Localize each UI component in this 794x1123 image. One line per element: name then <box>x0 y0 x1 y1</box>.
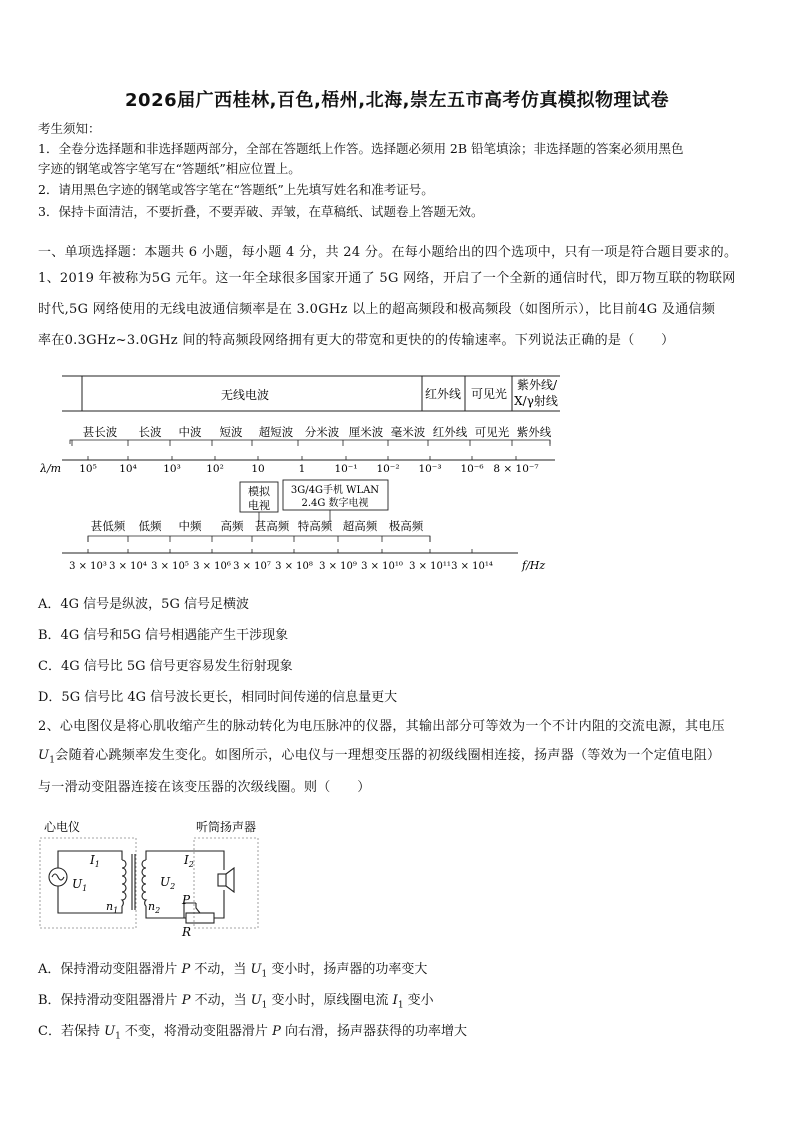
lambda-tick-label: 10⁻¹ <box>334 463 358 475</box>
question-1-text: 率在0.3GHz~3.0GHz 间的特高频段网络拥有更大的带宽和更快的的传输速率。下列说法正确的是（ ） <box>38 333 675 348</box>
option-2b[interactable]: B．保持滑动变阻器滑片 P 不动，当 $U_1$ 变小时，原线圈电流 $I_1$ 变小 <box>38 993 434 1011</box>
label-R: R <box>182 925 192 939</box>
lambda-tick-label: 10⁵ <box>79 463 97 475</box>
freq-tick-label: 3 × 10⁶ <box>193 561 231 572</box>
wave-name: 分米波 <box>304 425 340 439</box>
option-2a[interactable]: A．保持滑动变阻器滑片 P 不动，当 $U_1$ 变小时，扬声器的功率变大 <box>38 962 428 980</box>
freq-tick-label: 3 × 10¹⁴ <box>451 561 493 572</box>
band-radio: 无线电波 <box>220 388 270 402</box>
freq-tick-label: 3 × 10⁴ <box>109 561 147 572</box>
freq-name: 甚低频 <box>90 519 126 533</box>
wave-name: 甚长波 <box>82 425 118 439</box>
box-digital: 3G/4G手机 WLAN <box>290 485 380 496</box>
wave-name: 可见光 <box>474 425 510 439</box>
notice-item: 字迹的钢笔或答字笔写在“答题纸”相应位置上。 <box>38 161 301 176</box>
box-analog-tv: 模拟 <box>248 485 270 498</box>
option-a[interactable]: A．4G 信号是纵波，5G 信号足横波 <box>38 597 249 612</box>
var: U <box>38 748 50 763</box>
freq-name: 极高频 <box>388 519 424 533</box>
freq-bracket <box>88 536 430 542</box>
lambda-tick-label: 10⁻³ <box>418 463 442 475</box>
ecg-label: 心电仪 <box>44 820 81 834</box>
freq-tick-label: 3 × 10⁷ <box>233 561 271 572</box>
wave-name: 红外线 <box>432 425 468 439</box>
speaker-label: 听筒扬声器 <box>196 820 257 834</box>
label-n2: $n_2$ <box>148 900 161 915</box>
box-digital: 2.4G 数字电视 <box>301 498 369 509</box>
box-analog-tv: 电视 <box>248 499 270 512</box>
option-d[interactable]: D．5G 信号比 4G 信号波长更长，相同时间传递的信息量更大 <box>38 690 398 705</box>
lambda-tick-label: 10³ <box>163 463 181 475</box>
band-uv: 紫外线/ <box>516 378 558 392</box>
question-1-text: 时代,5G 网络使用的无线电波通信频率是在 3.0GHz 以上的超高频段和极高频段（如图所示），比目前4G 及通信频 <box>38 302 716 317</box>
notice-item: 1．全卷分选择题和非选择题两部分，全部在答题纸上作答。选择题必须用 2B 铅笔填涂；非选择题的答案必须用黑色 <box>38 141 684 156</box>
lambda-axis-label: λ/m <box>40 462 62 475</box>
f-axis-label: f/Hz <box>522 559 546 572</box>
label-P: P <box>182 893 191 907</box>
lambda-tick-label: 10 <box>251 463 265 475</box>
freq-tick-label: 3 × 10³ <box>69 561 107 572</box>
band-xray: X/γ射线 <box>514 394 558 408</box>
lambda-tick-label: 10⁻² <box>376 463 400 475</box>
page-title: 2026届广西桂林,百色,梧州,北海,崇左五市高考仿真模拟物理试卷 <box>125 90 669 111</box>
band-visible: 可见光 <box>470 387 508 401</box>
wave-name: 长波 <box>138 425 162 439</box>
wave-name: 紫外线 <box>516 425 552 439</box>
freq-tick-label: 3 × 10⁹ <box>319 561 357 572</box>
label-n1: $n_1$ <box>106 900 119 915</box>
lambda-tick-label: 10⁴ <box>119 463 137 475</box>
freq-tick-label: 3 × 10¹⁰ <box>361 561 403 572</box>
lambda-tick-label: 1 <box>298 463 306 475</box>
freq-name: 中频 <box>178 519 202 533</box>
freq-name: 低频 <box>138 519 162 533</box>
lambda-tick-label: 10² <box>206 463 224 475</box>
question-2-text-rest: 会随着心跳频率发生变化。如图所示，心电仪与一理想变压器的初级线圈相连接，扬声器（等效为一个定值电阻） <box>55 748 721 763</box>
wave-name: 超短波 <box>258 425 294 439</box>
option-b[interactable]: B．4G 信号和5G 信号相遇能产生干涉现象 <box>38 628 289 643</box>
wave-name: 厘米波 <box>348 425 384 439</box>
question-2-text: 2、心电图仪是将心肌收缩产生的脉动转化为电压脉冲的仪器，其输出部分可等效为一个不计内阻的交流电源，其电压 <box>38 719 725 734</box>
notice-item: 3．保持卡面清洁，不要折叠，不要弄破、弄皱，在草稿纸、试题卷上答题无效。 <box>38 204 484 219</box>
label-I1: $I_1$ <box>90 853 100 869</box>
section-heading: 一、单项选择题：本题共 6 小题，每小题 4 分，共 24 分。在每小题给出的四个选项中，只有一项是符合题目要求的。 <box>38 245 738 260</box>
label-I2: $I_2$ <box>184 853 194 869</box>
wave-name: 中波 <box>178 425 202 439</box>
question-2-text: 与一滑动变阻器连接在该变压器的次级线圈。则（ ） <box>38 780 371 795</box>
wave-name: 短波 <box>219 425 243 439</box>
freq-tick-label: 3 × 10¹¹ <box>409 561 451 572</box>
lambda-tick-label: 8 × 10⁻⁷ <box>493 463 539 475</box>
freq-name: 超高频 <box>342 519 378 533</box>
notice-item: 2．请用黑色字迹的钢笔或答字笔在“答题纸”上先填写姓名和准考证号。 <box>38 182 434 197</box>
var-sub: 1 <box>49 755 56 766</box>
freq-name: 高频 <box>220 519 244 533</box>
freq-tick-label: 3 × 10⁸ <box>275 561 313 572</box>
circuit-figure <box>36 818 276 940</box>
freq-name: 特高频 <box>297 519 333 533</box>
freq-tick-label: 3 × 10⁵ <box>151 561 189 572</box>
wave-name: 毫米波 <box>390 425 426 439</box>
option-2c[interactable]: C．若保持 $U_1$ 不变，将滑动变阻器滑片 P 向右滑，扬声器获得的功率增大 <box>38 1024 467 1042</box>
label-U1: $U_1$ <box>72 877 88 893</box>
option-c[interactable]: C．4G 信号比 5G 信号更容易发生衍射现象 <box>38 659 293 674</box>
question-1-text: 1、2019 年被称为5G 元年。这一年全球很多国家开通了 5G 网络，开启了一个全新的通信时代，即万物互联的物联网 <box>38 271 736 286</box>
lambda-tick-label: 10⁻⁶ <box>460 463 484 475</box>
label-U2: $U_2$ <box>160 875 176 891</box>
em-spectrum-figure <box>40 372 560 582</box>
notice-heading: 考生须知： <box>38 121 101 136</box>
freq-name: 甚高频 <box>254 519 290 533</box>
question-2-text <box>38 747 758 770</box>
band-infrared: 红外线 <box>424 387 462 401</box>
